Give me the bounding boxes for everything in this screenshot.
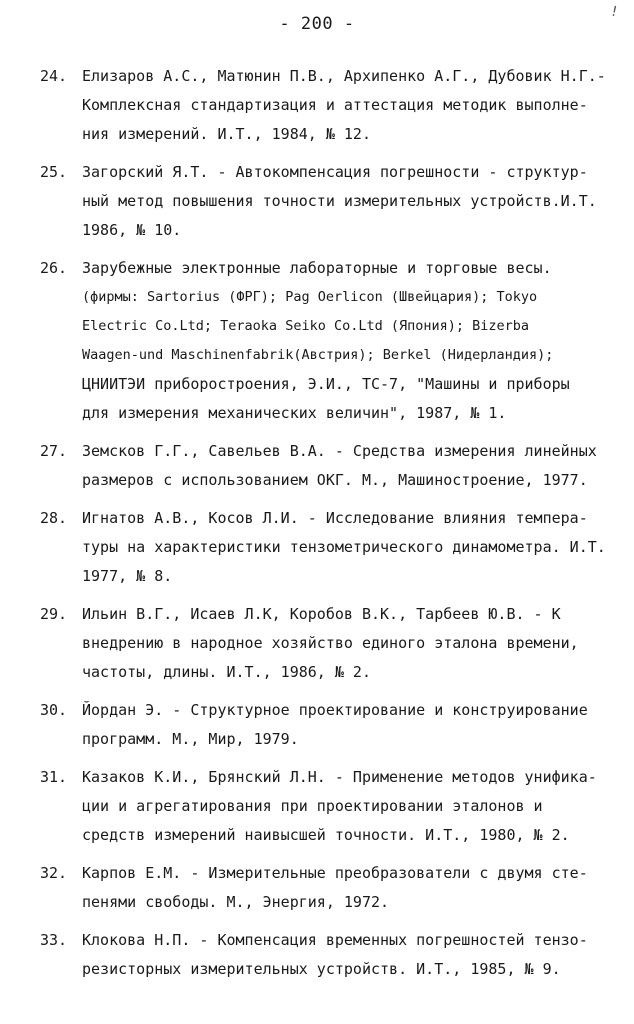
entry-line: ния измерений. И.Т., 1984, № 12. <box>82 125 371 143</box>
entry-line: размеров с использованием ОКГ. М., Машиностроение, 1977. <box>82 471 588 489</box>
entry-line: резисторных измерительных устройств. И.Т., 1985, № 9. <box>82 960 561 978</box>
entry-text <box>82 437 610 495</box>
entry-line: Комплексная стандартизация и аттестация методик выполне- <box>82 96 588 114</box>
corner-mark: ! <box>607 3 620 21</box>
entry-line: (фирмы: Sartorius (ФРГ); Pag Oerlicon (Швейцария); Tokyo <box>82 289 538 305</box>
entry-line: Земсков Г.Г., Савельев В.А. - Средства измерения линейных <box>82 442 597 460</box>
entry-line: ЦНИИТЭИ приборостроения, Э.И., ТС-7, "Машины и приборы <box>82 375 570 393</box>
entry-line: для измерения механических величин", 1987, № 1. <box>82 404 507 422</box>
entry-number: 30. <box>40 701 68 719</box>
entry-line: внедрению в народное хозяйство единого эталона времени, <box>82 634 579 652</box>
entry-line: Загорский Я.Т. - Автокомпенсация погрешности - структур- <box>82 163 588 181</box>
entry-line: Зарубежные электронные лабораторные и торговые весы. <box>82 259 552 277</box>
bibliography-entry <box>40 62 610 149</box>
bibliography-entry <box>40 859 610 917</box>
entry-line: ный метод повышения точности измерительных устройств.И.Т. <box>82 192 597 210</box>
bibliography-list <box>40 62 610 993</box>
entry-text <box>82 254 610 428</box>
bibliography-entry <box>40 504 610 591</box>
entry-line: Казаков К.И., Брянский Л.Н. - Применение методов унифика- <box>82 768 597 786</box>
entry-text <box>82 926 610 984</box>
entry-line: туры на характеристики тензометрического динамометра. И.Т. <box>82 538 606 556</box>
entry-line: пенями свободы. М., Энергия, 1972. <box>82 893 390 911</box>
entry-number: 29. <box>40 605 68 623</box>
entry-line: частоты, длины. И.Т., 1986, № 2. <box>82 663 371 681</box>
bibliography-entry <box>40 926 610 984</box>
bibliography-entry <box>40 437 610 495</box>
entry-line: ции и агрегатирования при проектировании эталонов и <box>82 797 543 815</box>
entry-number: 26. <box>40 259 68 277</box>
entry-line: Карпов Е.М. - Измерительные преобразователи с двумя сте- <box>82 864 588 882</box>
entry-text <box>82 859 610 917</box>
entry-line: Клокова Н.П. - Компенсация временных погрешностей тензо- <box>82 931 588 949</box>
entry-line: средств измерений наивысшей точности. И.Т., 1980, № 2. <box>82 826 570 844</box>
entry-number: 33. <box>40 931 68 949</box>
entry-line: программ. М., Мир, 1979. <box>82 730 299 748</box>
entry-line: Ильин В.Г., Исаев Л.К, Коробов В.К., Тарбеев Ю.В. - К <box>82 605 561 623</box>
entry-line: 1977, № 8. <box>82 567 173 585</box>
entry-line: Игнатов А.В., Косов Л.И. - Исследование влияния темпера- <box>82 509 588 527</box>
bibliography-entry <box>40 696 610 754</box>
bibliography-entry <box>40 600 610 687</box>
entry-text <box>82 62 610 149</box>
bibliography-entry <box>40 254 610 428</box>
entry-text <box>82 600 610 687</box>
entry-text <box>82 763 610 850</box>
entry-number: 28. <box>40 509 68 527</box>
entry-line: Елизаров А.С., Матюнин П.В., Архипенко А.Г., Дубовик Н.Г.- <box>82 67 606 85</box>
entry-text <box>82 696 610 754</box>
entry-line: Waagen-und Maschinenfabrik(Австрия); Berkel (Нидерландия); <box>82 347 554 363</box>
entry-number: 32. <box>40 864 68 882</box>
entry-line: Йордан Э. - Структурное проектирование и конструирование <box>82 701 588 719</box>
entry-line: 1986, № 10. <box>82 221 182 239</box>
entry-text <box>82 504 610 591</box>
bibliography-entry <box>40 158 610 245</box>
entry-number: 27. <box>40 442 68 460</box>
entry-number: 24. <box>40 67 68 85</box>
entry-text <box>82 158 610 245</box>
entry-number: 31. <box>40 768 68 786</box>
entry-line: Electric Co.Ltd; Teraoka Seiko Co.Ltd (Япония); Bizerba <box>82 318 530 334</box>
page-number: - 200 - <box>279 14 355 34</box>
bibliography-entry <box>40 763 610 850</box>
entry-number: 25. <box>40 163 68 181</box>
